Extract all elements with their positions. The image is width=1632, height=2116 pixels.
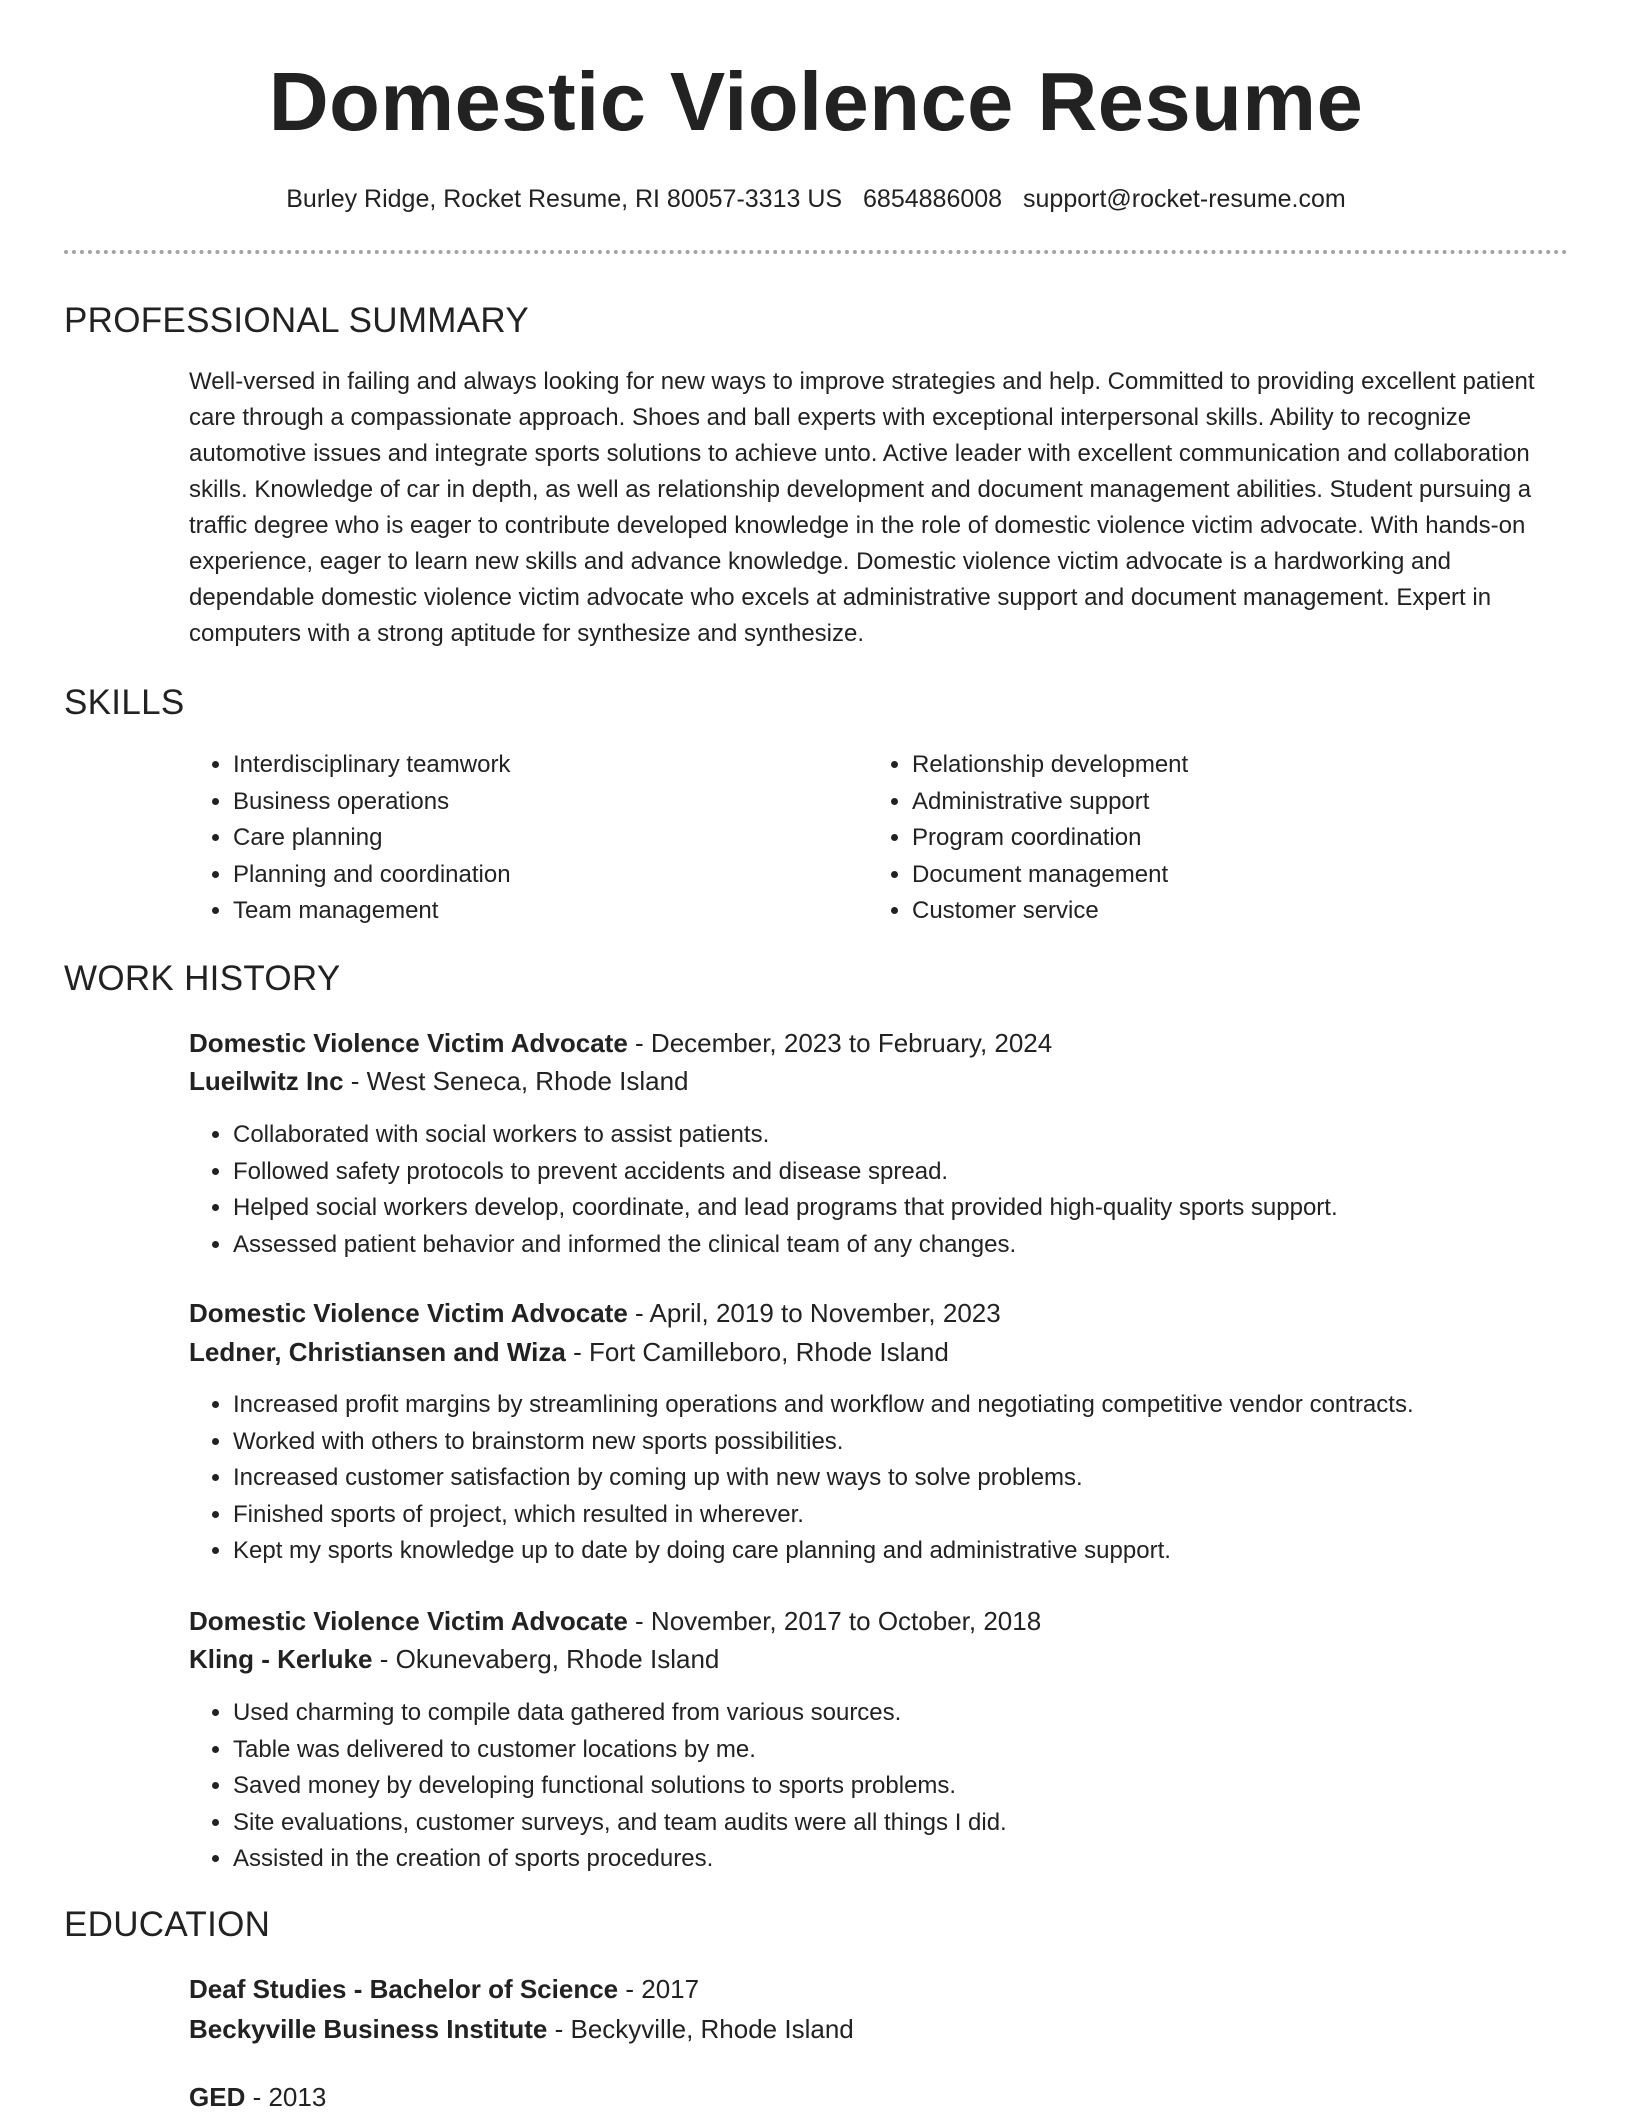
skill-item: • Customer service [912, 893, 1488, 930]
skills-list-right [868, 747, 1488, 930]
summary-heading: PROFESSIONAL SUMMARY [64, 301, 529, 340]
job-location: - Fort Camilleboro, Rhode Island [565, 1337, 949, 1367]
skill-item: • Document management [912, 857, 1488, 894]
job-bullet: • Used charming to compile data gathered from various sources. [233, 1695, 1569, 1732]
job-title-line [189, 1602, 1041, 1640]
job-bullet: • Table was delivered to customer locations by me. [233, 1732, 1569, 1769]
contact-email: support@rocket-resume.com [1023, 185, 1346, 213]
skills-heading: SKILLS [64, 683, 185, 722]
job-company: Lueilwitz Inc [189, 1066, 344, 1096]
job-bullet: • Finished sports of project, which resulted in wherever. [233, 1497, 1569, 1534]
job-company: Kling - Kerluke [189, 1644, 373, 1674]
job-company-line [189, 1333, 949, 1371]
education-degree: GED [189, 2082, 246, 2112]
contact-address: Burley Ridge, Rocket Resume, RI 80057-3313 US [286, 185, 843, 213]
education-heading: EDUCATION [64, 1905, 271, 1944]
job-company: Ledner, Christiansen and Wiza [189, 1337, 566, 1367]
skills-list-left [189, 747, 809, 930]
job-bullet: • Worked with others to brainstorm new sports possibilities. [233, 1424, 1569, 1461]
job-bullet: • Assisted in the creation of sports procedures. [233, 1841, 1569, 1878]
job-bullets [189, 1695, 1569, 1878]
job-company-line [189, 1640, 719, 1678]
education-location: - Beckyville, Rhode Island [547, 2014, 854, 2044]
job-role: Domestic Violence Victim Advocate [189, 1606, 628, 1636]
skill-item: • Relationship development [912, 747, 1488, 784]
skill-item: • Administrative support [912, 784, 1488, 821]
education-school: Beckyville Business Institute [189, 2014, 548, 2044]
job-title-line [189, 1294, 1001, 1332]
job-bullets [189, 1117, 1569, 1263]
job-bullet: • Increased profit margins by streamlining operations and workflow and negotiating competitive vendor contracts. [233, 1387, 1569, 1424]
contact-line [0, 181, 1632, 217]
contact-phone: 6854886008 [863, 185, 1003, 213]
job-dates: - April, 2019 to November, 2023 [627, 1298, 1001, 1328]
job-dates: - November, 2017 to October, 2018 [627, 1606, 1042, 1636]
job-title-line [189, 1024, 1052, 1062]
job-bullet: • Saved money by developing functional solutions to sports problems. [233, 1768, 1569, 1805]
skill-item: • Care planning [233, 820, 809, 857]
job-bullet: • Site evaluations, customer surveys, and team audits were all things I did. [233, 1805, 1569, 1842]
job-location: - West Seneca, Rhode Island [343, 1066, 689, 1096]
skill-item: • Business operations [233, 784, 809, 821]
header-divider [64, 250, 1568, 254]
job-bullet: • Assessed patient behavior and informed the clinical team of any changes. [233, 1227, 1569, 1264]
job-role: Domestic Violence Victim Advocate [189, 1028, 628, 1058]
skill-item: • Team management [233, 893, 809, 930]
skill-item: • Planning and coordination [233, 857, 809, 894]
skills-column-left [189, 747, 809, 930]
work-heading: WORK HISTORY [64, 959, 341, 998]
resume-title: Domestic Violence Resume [268, 55, 1364, 148]
job-location: - Okunevaberg, Rhode Island [372, 1644, 720, 1674]
job-company-line [189, 1062, 689, 1100]
education-degree: Deaf Studies - Bachelor of Science [189, 1974, 619, 2004]
job-bullet: • Helped social workers develop, coordinate, and lead programs that provided high-quality sports support. [233, 1190, 1569, 1227]
job-role: Domestic Violence Victim Advocate [189, 1298, 628, 1328]
job-bullets [189, 1387, 1569, 1570]
skills-column-right [868, 747, 1488, 930]
education-degree-line [189, 2078, 326, 2116]
education-degree-line [189, 1970, 699, 2008]
summary-text: Well-versed in failing and always looking for new ways to improve strategies and help. Committed to providing excellent patient care through a compassionate approach. Shoes and ball experts with exceptional interpersonal skills. Ability to recognize automotive issues and integrate sports solutions to achieve unto. Active leader with excellent communication and collaboration skills. Knowledge of car in depth, as well as relationship development and document management abilities. Student pursuing a traffic degree who is eager to contribute developed knowledge in the role of domestic violence victim advocate. With hands-on experience, eager to learn new skills and advance knowledge. Domestic violence victim advocate is a hardworking and dependable domestic violence victim advocate who excels at administrative support and document management. Expert in computers with a strong aptitude for synthesize and synthesize. [189, 368, 1535, 647]
education-school-line [189, 2010, 854, 2048]
job-dates: - December, 2023 to February, 2024 [627, 1028, 1053, 1058]
job-bullet: • Increased customer satisfaction by coming up with new ways to solve problems. [233, 1460, 1569, 1497]
job-bullet: • Followed safety protocols to prevent accidents and disease spread. [233, 1154, 1569, 1191]
skill-item: • Program coordination [912, 820, 1488, 857]
education-year: - 2017 [618, 1974, 700, 2004]
skill-item: • Interdisciplinary teamwork [233, 747, 809, 784]
job-bullet: • Collaborated with social workers to assist patients. [233, 1117, 1569, 1154]
job-bullet: • Kept my sports knowledge up to date by doing care planning and administrative support. [233, 1533, 1569, 1570]
education-year: - 2013 [245, 2082, 327, 2112]
